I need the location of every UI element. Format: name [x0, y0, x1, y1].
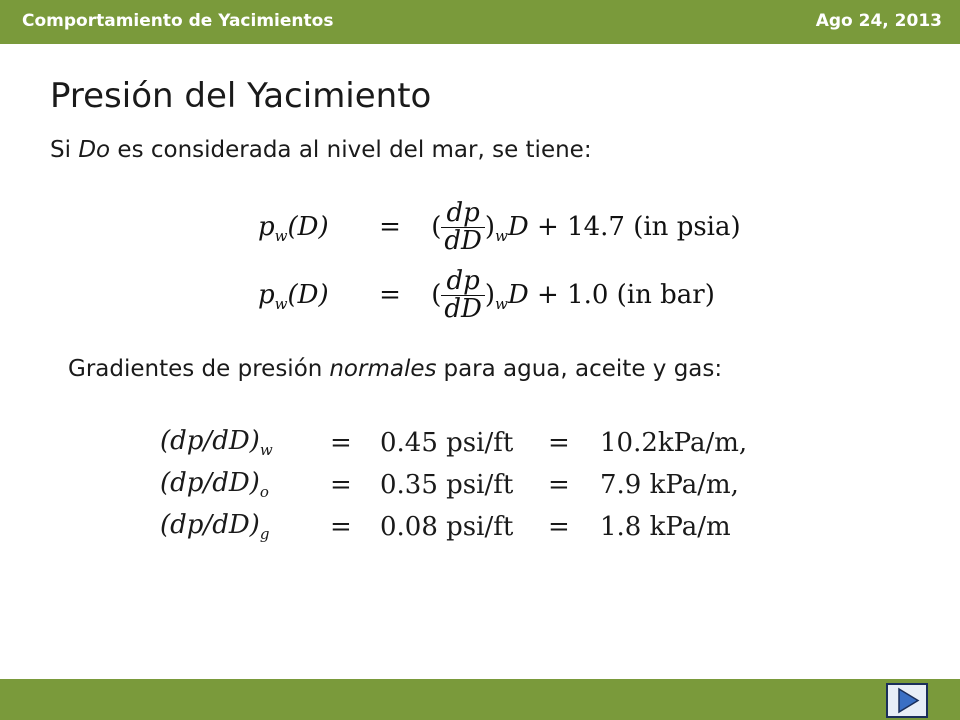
eq-lhs: p — [258, 211, 275, 242]
gradient-lhs: $(dp/dD)_g$ — [160, 510, 270, 544]
gradient-kpa: 7.9 kPa/m, — [600, 470, 739, 500]
gradient-eq: = — [548, 512, 570, 542]
eq-sign: = — [379, 279, 401, 310]
next-slide-button[interactable] — [886, 683, 928, 718]
header-bar — [0, 0, 960, 44]
gradient-lhs: $(dp/dD)_o$ — [160, 468, 269, 502]
eq-lhs-arg: (D) — [287, 211, 329, 242]
equation-psia: $p_w(D)$ = ( $\frac{dp}{dD}$ )$_wD + 14.7$ (in psia) — [258, 198, 741, 257]
intro-post: es considerada al nivel del mar, se tiene: — [110, 137, 592, 163]
eq-D: D — [507, 279, 529, 310]
gradients-var: normales — [329, 356, 437, 382]
frac-den: dD — [444, 226, 482, 257]
eq-rhs: + 1.0 (in bar) — [537, 279, 715, 310]
gradients-text — [68, 356, 722, 382]
gradients-table — [160, 422, 747, 548]
gradient-psi: 0.08 psi/ft — [380, 512, 514, 542]
frac-sub: w — [495, 226, 508, 245]
equation-bar: $p_w(D)$ = ( $\frac{dp}{dD}$ )$_wD + 1.0$ (in bar) — [258, 266, 715, 325]
intro-text — [50, 137, 592, 163]
eq-lhs-sub: w — [274, 294, 288, 313]
footer-bar — [0, 679, 960, 720]
gradient-psi: 0.35 psi/ft — [380, 470, 514, 500]
gradient-kpa: 10.2kPa/m, — [600, 428, 748, 458]
gradient-row-gas — [160, 506, 747, 548]
next-slide-icon — [888, 685, 926, 716]
intro-var: Do — [78, 137, 111, 163]
intro-pre: Si — [50, 137, 79, 163]
gradient-lhs: $(dp/dD)_w$ — [160, 426, 273, 460]
gradient-eq: = — [548, 470, 570, 500]
eq-lhs-arg: (D) — [287, 279, 329, 310]
frac-sub: w — [495, 294, 508, 313]
gradient-psi: 0.45 psi/ft — [380, 428, 514, 458]
gradient-eq: = — [330, 512, 352, 542]
eq-rhs: + 14.7 (in psia) — [537, 211, 741, 242]
frac-num: dp — [441, 268, 485, 296]
eq-lhs: p — [258, 279, 275, 310]
course-title: Comportamiento de Yacimientos — [22, 11, 334, 31]
gradient-kpa: 1.8 kPa/m — [600, 512, 731, 542]
eq-D: D — [507, 211, 529, 242]
gradient-row-water — [160, 422, 747, 464]
gradient-eq: = — [548, 428, 570, 458]
gradients-post: para agua, aceite y gas: — [443, 356, 723, 382]
gradients-pre: Gradientes de presión — [68, 356, 323, 382]
eq-lhs-sub: w — [274, 226, 288, 245]
eq-sign: = — [379, 211, 401, 242]
slide-date: Ago 24, 2013 — [815, 11, 942, 31]
gradient-row-oil — [160, 464, 747, 506]
frac-num: dp — [441, 200, 485, 228]
frac-den: dD — [444, 294, 482, 325]
eq-fraction — [441, 268, 485, 324]
eq-fraction — [441, 200, 485, 256]
slide-title: Presión del Yacimiento — [50, 76, 432, 116]
gradient-eq: = — [330, 470, 352, 500]
gradient-eq: = — [330, 428, 352, 458]
